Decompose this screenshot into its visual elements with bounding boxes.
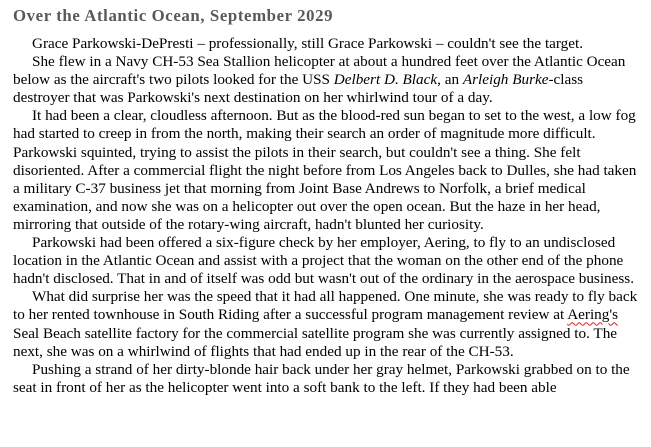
text-run: , an (437, 71, 463, 89)
text-run: Pushing a strand of her dirty-blonde hair back under her gray helmet, Parkowski grabbed on to the seat in front of her as the helicopter went into a soft bank to the left. If they had been able (13, 360, 630, 396)
text-run: What did surprise her was the speed that it had all happened. One minute, she was ready to fly back to her rented townhouse in South Riding after a successful program management review at (13, 288, 638, 324)
text-run: Grace Parkowski-DePresti – professionally, still Grace Parkowski – couldn't see the target. (32, 35, 584, 52)
paragraph (13, 288, 641, 360)
paragraph (13, 234, 641, 288)
text-run: Seal Beach satellite factory for the commercial satellite program she was currently assigned to. The next, she was on a whirlwind of flights that had ended up in the rear of the CH-53. (13, 324, 618, 360)
paragraph (13, 35, 641, 53)
text-run: Parkowski had been offered a six-figure check by her employer, Aering, to fly to an undisclosed location in the Atlantic Ocean and assist with a project that the woman on the other end of the phone hadn't disclosed. That in and of itself was odd but wasn't out of the ordinary in the aerospace business. (13, 234, 634, 288)
italic-text: Arleigh Burke (462, 71, 549, 89)
body-text (13, 35, 641, 397)
text-run: It had been a clear, cloudless afternoon. But as the blood-red sun began to set to the west, a low fog had started to creep in from the north, making their search an order of magnitude more difficult. Parkowski squinted, trying to assist the pilots in their search, but couldn't see a thing. She felt disoriented. After a commercial flight the night before from Los Angeles back to Dulles, she had taken a military C-37 business jet that morning from Joint Base Andrews to Norfolk, a brief medical examination, and now she was on a helicopter out over the open ocean. But the haze in her head, mirroring that outside of the rotary-wing aircraft, hadn't blunted her curiosity. (13, 107, 637, 233)
text-run: -class destroyer that was Parkowski's next destination on her whirlwind tour of a day. (13, 71, 584, 107)
paragraph (13, 107, 641, 234)
paragraph (13, 361, 641, 397)
paragraph (13, 53, 641, 107)
text-run: She flew in a Navy CH-53 Sea Stallion helicopter at about a hundred feet over the Atlantic Ocean below as the aircraft's two pilots looked for the USS (13, 53, 626, 89)
italic-text: Delbert D. Black (333, 71, 438, 89)
spellcheck-flagged-word: Aering's (567, 306, 619, 324)
chapter-heading: Over the Atlantic Ocean, September 2029 (13, 6, 334, 25)
